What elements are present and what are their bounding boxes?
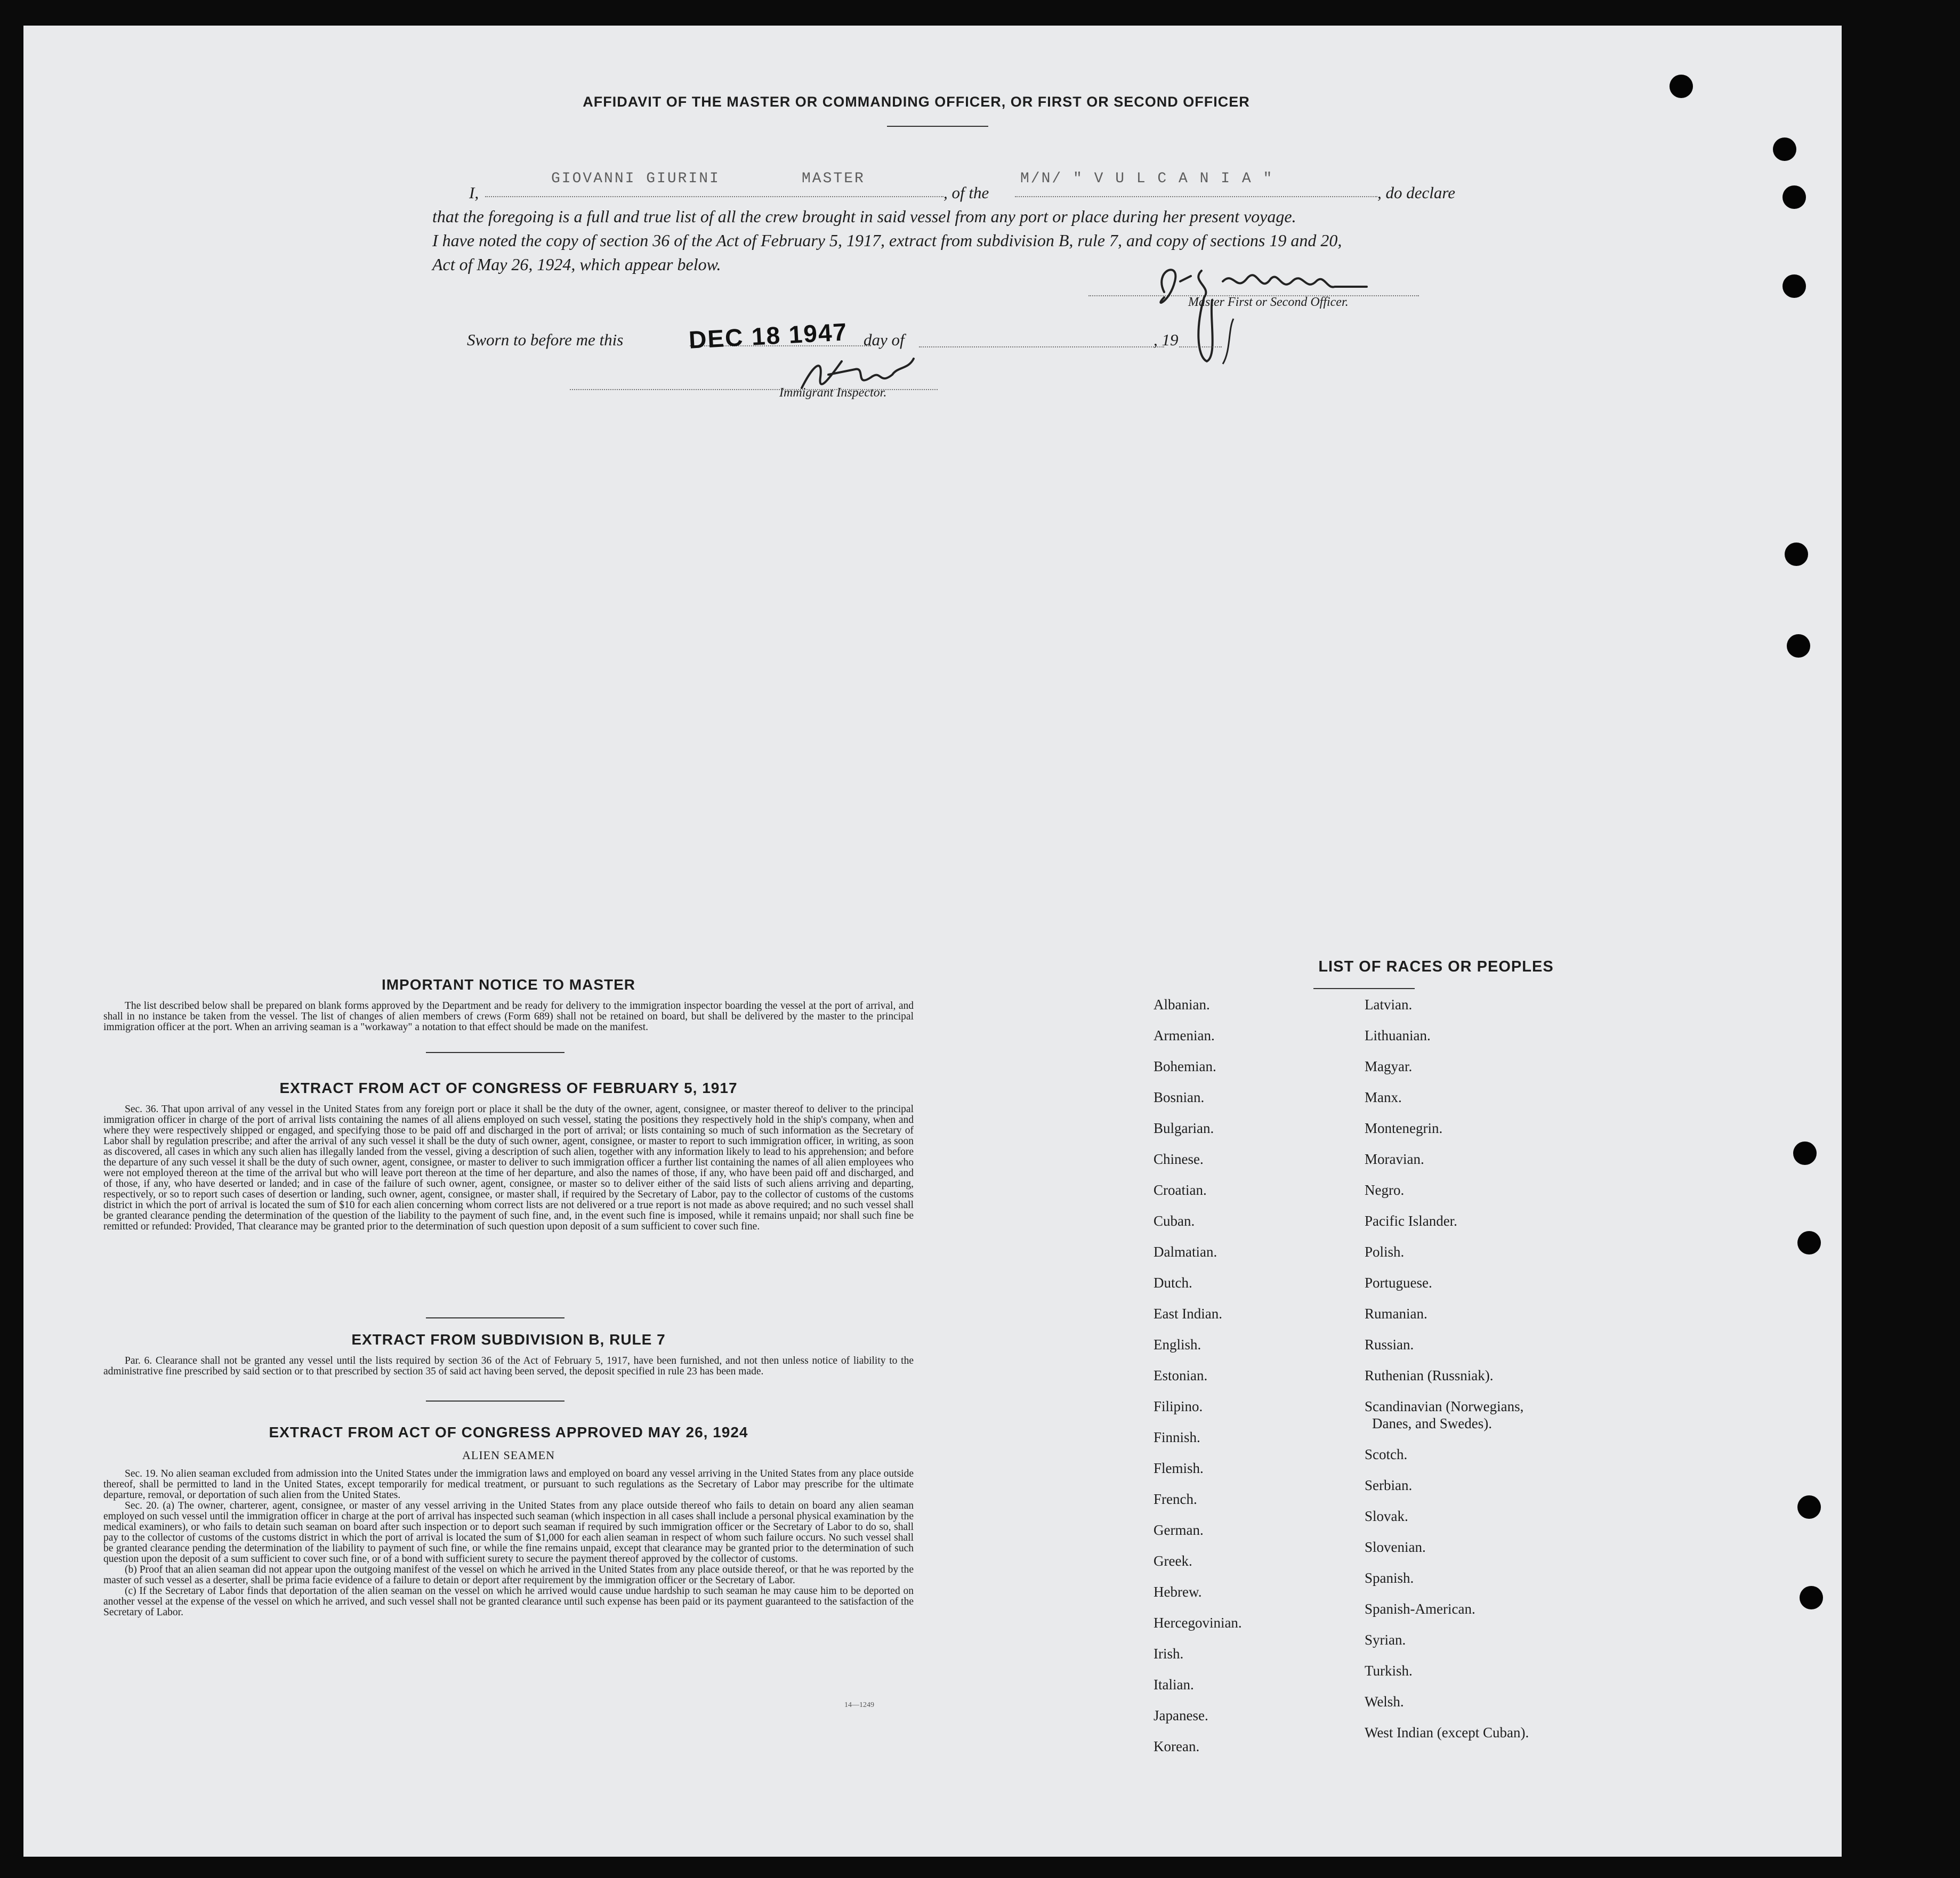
- race-item: Cuban.: [1154, 1213, 1195, 1229]
- race-item: Danes, and Swedes).: [1372, 1415, 1492, 1431]
- race-item: English.: [1154, 1337, 1201, 1353]
- punch-hole: [1669, 75, 1693, 98]
- race-item: German.: [1154, 1522, 1204, 1538]
- punch-hole: [1793, 1142, 1817, 1165]
- punch-hole: [1782, 185, 1806, 209]
- divider-2: [426, 1317, 564, 1318]
- sworn-prefix: Sworn to before me this: [467, 330, 624, 349]
- of-the-text: , of the: [943, 183, 989, 202]
- inspector-caption: Immigrant Inspector.: [779, 386, 887, 400]
- race-item: Russian.: [1365, 1337, 1414, 1353]
- sworn-year-line: [1179, 336, 1222, 347]
- day-of-text: day of: [864, 330, 905, 349]
- affidavit-line-1: that the foregoing is a full and true list of all the crew brought in said vessel from any port or place during her present voyage.: [432, 207, 1296, 226]
- race-item: Montenegrin.: [1365, 1120, 1443, 1136]
- divider-3: [426, 1401, 564, 1402]
- master-name: GIOVANNI GIURINI: [551, 171, 720, 187]
- race-item: Scotch.: [1365, 1446, 1408, 1462]
- year-prefix: , 19: [1154, 330, 1179, 349]
- race-item: Flemish.: [1154, 1460, 1204, 1476]
- race-item: Slovak.: [1365, 1508, 1408, 1524]
- vessel-name: M/N/ " V U L C A N I A ": [1020, 171, 1274, 187]
- race-item: Armenian.: [1154, 1027, 1215, 1043]
- race-item: Latvian.: [1365, 997, 1413, 1013]
- sec-20c-paragraph: (c) If the Secretary of Labor finds that deportation of the alien seaman on the vessel on which he arrived would cause undue hardship to such seaman he may cause him to be deported on another vessel at the expense of the vessel on which he arrived, and such vessel shall not be granted clearance until such expense has been paid or its payment guaranteed to the satisfaction of the Secretary of Labor.: [103, 1585, 914, 1618]
- do-declare-text: , do declare: [1377, 183, 1456, 202]
- race-item: Filipino.: [1154, 1398, 1203, 1414]
- race-item: Manx.: [1365, 1089, 1402, 1105]
- affidavit-line-2: I have noted the copy of section 36 of the Act of February 5, 1917, extract from subdivision B, rule 7, and copy of sections 19 and 20,: [432, 231, 1342, 250]
- sec-19-paragraph: Sec. 19. No alien seaman excluded from admission into the United States under the immigration laws and employed on board any vessel arriving in the United States from any place outside thereof, shall be permitted to land in the United States, except temporarily for medical treatment, or pursuant to such regulations as the Secretary of Labor may prescribe for the ultimate departure, removal, or deportation of such alien from the United States.: [103, 1468, 914, 1501]
- extract-1917-title: EXTRACT FROM ACT OF CONGRESS OF FEBRUARY 5, 1917: [279, 1080, 738, 1096]
- race-item: Magyar.: [1365, 1058, 1413, 1074]
- race-item: Hercegovinian.: [1154, 1615, 1242, 1631]
- races-title: LIST OF RACES OR PEOPLES: [1318, 958, 1554, 975]
- race-item: French.: [1154, 1491, 1197, 1507]
- par-6-paragraph: Par. 6. Clearance shall not be granted any vessel until the lists required by section 36 of the Act of February 5, 1917, have been furnished, and not then unless notice of liability to the administrative fine prescribed by said section or to that prescribed by section 35 of said act having been served, the deposit specified in rule 23 has been made.: [103, 1355, 914, 1377]
- affidavit-pronoun: I,: [469, 183, 479, 202]
- race-item: Slovenian.: [1365, 1539, 1426, 1555]
- master-rank: MASTER: [802, 171, 865, 187]
- sec-36-paragraph: Sec. 36. That upon arrival of any vessel in the United States from any foreign port or place it shall be the duty of the owner, agent, consignee, or master thereof to deliver to the principal immigration officer in charge of the port of arrival lists containing the names of all aliens employed on such vessel, stating the positions they respectively hold in the ship's company, when and where they were respectively shipped or engaged, and specifying those to be paid off and discharged in the port of arrival; or lists containing so much of such information as the Secretary of Labor shall by regulation prescribe; and after the arrival of any such vessel it shall be the duty of such owner, agent, consignee, or master to report to such immigration officer, in writing, as soon as discovered, all cases in which any such alien has illegally landed from the vessel, giving a description of such alien, together with any information likely to lead to his apprehension; and before the departure of any such vessel it shall be the duty of such owner, agent, consignee, or master to deliver to such immigration officer a further list containing the names of all alien employees who were not employed thereon at the time of the arrival but who will leave port thereon at the time of her departure, and also the names of those, if any, who have been paid off and discharged, and of those, if any, who have deserted or landed; and in case of the failure of such owner, agent, consignee, or master so to deliver either of the said lists of such aliens arriving and departing, respectively, or so to report such cases of desertion or landing, such owner, agent, consignee, or master shall, if required by the Secretary of Labor, pay to the collector of customs of the customs district in which the port of arrival is located the sum of $10 for each alien concerning whom correct lists are not delivered or a true report is not made as above required; and no such vessel shall be granted clearance pending the determination of the question of the liability to the payment of such fine, and, in the event such fine is imposed, while it remains unpaid; nor shall such fine be remitted or refunded: Provided, That clearance may be granted prior to the determination of such question upon deposit of a sum sufficient to cover such fine.: [103, 1104, 914, 1232]
- sec-20a-paragraph: Sec. 20. (a) The owner, charterer, agent, consignee, or master of any vessel arriving in the United States from any place outside thereof who fails to detain on board any alien seaman employed on such vessel until the immigration officer in charge at the port of arrival has inspected such seaman (which inspection in all cases shall include a personal physical examination by the medical examiners), or who fails to detain such seaman on board after such inspection or to deport such seaman if required by such immigration officer or the Secretary of Labor to do so, shall pay to the collector of customs of the customs district in which the port of arrival is located the sum of $1,000 for each alien seaman in respect of whom such failure occurs. No such vessel shall be granted clearance pending the determination of the liability to payment of such fine, or while the fine remains unpaid, except that clearance may be granted prior to the determination of such question upon the deposit of a sum sufficient to cover such fine, or of a bond with sufficient surety to secure the payment thereof approved by the collector of customs.: [103, 1500, 914, 1565]
- punch-hole: [1773, 137, 1796, 161]
- race-item: Spanish.: [1365, 1570, 1414, 1586]
- race-item: Negro.: [1365, 1182, 1405, 1198]
- notice-paragraph: The list described below shall be prepared on blank forms approved by the Department and be ready for delivery to the immigration inspector boarding the vessel at the port of arrival, and shall in no instance be taken from the vessel. The list of changes of alien members of crews (Form 689) shall not be retained on board, but shall be delivered by the master to the principal immigration officer at the port. When an arriving seaman is a "workaway" a notation to that effect should be made on the manifest.: [103, 1000, 914, 1033]
- divider-1: [426, 1052, 564, 1053]
- race-item: Dalmatian.: [1154, 1244, 1217, 1260]
- race-item: Finnish.: [1154, 1429, 1200, 1445]
- race-item: Greek.: [1154, 1553, 1192, 1569]
- sec-20b-paragraph: (b) Proof that an alien seaman did not appear upon the outgoing manifest of the vessel on which he arrived in the United States from any place outside thereof, or that he was reported by the master of such vessel as a deserter, shall be prima facie evidence of a failure to detain or deport after requirement by the immigration officer or the Secretary of Labor.: [103, 1564, 914, 1586]
- title-rule: [887, 126, 988, 127]
- sworn-month-line: [919, 336, 1164, 347]
- extract-1917-text: [103, 1104, 914, 1232]
- punch-hole: [1787, 634, 1810, 658]
- race-item: East Indian.: [1154, 1306, 1222, 1322]
- race-item: Korean.: [1154, 1738, 1200, 1754]
- punch-hole: [1797, 1495, 1821, 1519]
- race-item: Serbian.: [1365, 1477, 1413, 1493]
- race-item: Welsh.: [1365, 1694, 1404, 1710]
- race-item: Pacific Islander.: [1365, 1213, 1457, 1229]
- race-item: Japanese.: [1154, 1707, 1208, 1723]
- form-number: 14—1249: [844, 1701, 874, 1709]
- extract-1924-text: [103, 1469, 914, 1618]
- notice-title: IMPORTANT NOTICE TO MASTER: [381, 976, 636, 993]
- punch-hole: [1785, 543, 1808, 566]
- race-item: Lithuanian.: [1365, 1027, 1431, 1043]
- date-stamp: DEC 18 1947: [688, 318, 849, 354]
- race-item: Ruthenian (Russniak).: [1365, 1367, 1494, 1383]
- race-item: Dutch.: [1154, 1275, 1192, 1291]
- affidavit-title: AFFIDAVIT OF THE MASTER OR COMMANDING OFFICER, OR FIRST OR SECOND OFFICER: [583, 94, 1250, 110]
- race-item: Bosnian.: [1154, 1089, 1205, 1105]
- race-item: Italian.: [1154, 1677, 1194, 1693]
- extract-rule7-title: EXTRACT FROM SUBDIVISION B, RULE 7: [351, 1331, 666, 1348]
- race-item: Portuguese.: [1365, 1275, 1432, 1291]
- affidavit-line-3: Act of May 26, 1924, which appear below.: [432, 255, 721, 274]
- document-page: [23, 26, 1842, 1857]
- race-item: Moravian.: [1365, 1151, 1424, 1167]
- race-item: Albanian.: [1154, 997, 1210, 1013]
- race-item: Bulgarian.: [1154, 1120, 1214, 1136]
- race-item: Scandinavian (Norwegians,: [1365, 1398, 1524, 1414]
- notice-text: [103, 1001, 914, 1033]
- extract-rule7-text: [103, 1356, 914, 1377]
- race-item: Chinese.: [1154, 1151, 1204, 1167]
- race-item: Syrian.: [1365, 1632, 1406, 1648]
- punch-hole: [1782, 274, 1806, 298]
- race-item: Estonian.: [1154, 1367, 1208, 1383]
- races-left-column: [1154, 989, 1242, 1762]
- punch-hole: [1800, 1586, 1823, 1609]
- race-item: Hebrew.: [1154, 1584, 1202, 1600]
- race-item: Irish.: [1154, 1646, 1184, 1662]
- signer-caption: Master First or Second Officer.: [1188, 295, 1349, 309]
- race-item: Croatian.: [1154, 1182, 1207, 1198]
- race-item: Polish.: [1365, 1244, 1405, 1260]
- alien-seamen-subtitle: ALIEN SEAMEN: [462, 1448, 555, 1462]
- races-right-column: [1365, 989, 1529, 1748]
- race-item: Turkish.: [1365, 1663, 1413, 1679]
- race-item: Spanish-American.: [1365, 1601, 1475, 1617]
- race-item: Bohemian.: [1154, 1058, 1216, 1074]
- punch-hole: [1797, 1231, 1821, 1254]
- race-item: Rumanian.: [1365, 1306, 1427, 1322]
- extract-1924-title: EXTRACT FROM ACT OF CONGRESS APPROVED MAY 26, 1924: [269, 1424, 748, 1440]
- race-item: West Indian (except Cuban).: [1365, 1725, 1529, 1741]
